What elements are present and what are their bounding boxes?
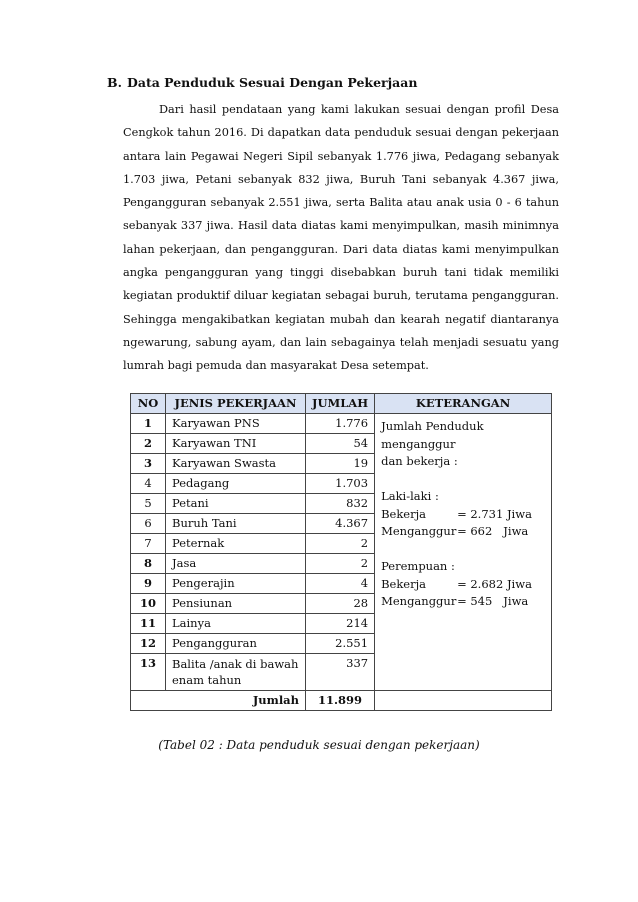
note-female-title: Perempuan : <box>381 559 455 573</box>
row-no: 12 <box>131 634 166 654</box>
row-count: 2.551 <box>306 634 375 654</box>
section-letter: B. <box>107 75 122 90</box>
row-job-line1: Balita /anak di bawah <box>172 657 299 671</box>
row-no: 10 <box>131 594 166 614</box>
row-count: 54 <box>306 434 375 454</box>
row-job: Petani <box>166 494 306 514</box>
row-no: 4 <box>131 474 166 494</box>
section-title: Data Penduduk Sesuai Dengan Pekerjaan <box>127 75 418 90</box>
note-female-work-value: = 2.682 Jiwa <box>457 576 532 591</box>
row-no: 11 <box>131 614 166 634</box>
row-no: 7 <box>131 534 166 554</box>
row-no: 5 <box>131 494 166 514</box>
row-job: Pengerajin <box>166 574 306 594</box>
row-count: 832 <box>306 494 375 514</box>
note-male-work-value: = 2.731 Jiwa <box>457 506 532 521</box>
row-count: 4.367 <box>306 514 375 534</box>
row-job: Karyawan TNI <box>166 434 306 454</box>
row-count: 4 <box>306 574 375 594</box>
row-count: 19 <box>306 454 375 474</box>
note-female-work-label: Bekerja <box>381 576 427 591</box>
note-female-unemp-value: = 545 Jiwa <box>457 594 529 608</box>
note-male-unemp-value: = 662 Jiwa <box>457 524 529 538</box>
row-no: 6 <box>131 514 166 534</box>
paragraph-text: Dari hasil pendataan yang kami lakukan sesuai dengan profil Desa Cengkok tahun 2016. Di dapatkan data penduduk sesuai dengan pekerjaan antara lain Pegawai Negeri Sipil sebanyak 1.776 jiwa, Pedagang sebanyak 1.703 jiwa, Petani sebanyak 832 jiwa, Buruh Tani sebanyak 4.367 jiwa, Pengangguran sebanyak 2.551 jiwa, serta Balita atau anak usia 0 - 6 tahun sebanyak 337 jiwa. Hasil data diatas kami menyimpulkan, masih minimnya lahan pekerjaan, dan pengangguran. Dari data diatas kami menyimpulkan angka pengangguran yang tinggi disebabkan buruh tani tidak memiliki kegiatan produktif diluar kegiatan sebagai buruh, terutama pengangguran. Sehingga mengakibatkan kegiatan mubah dan kearah negatif diantaranya ngewarung, sabung ayam, dan lain sebagainya telah menjadi sesuatu yang lumrah bagi pemuda dan masyarakat Desa setempat. <box>123 103 559 373</box>
row-job <box>166 654 306 691</box>
row-job: Pengangguran <box>166 634 306 654</box>
row-count: 2 <box>306 554 375 574</box>
row-job: Peternak <box>166 534 306 554</box>
body-paragraph <box>123 98 559 378</box>
row-job: Jasa <box>166 554 306 574</box>
row-count: 1.776 <box>306 414 375 434</box>
row-no: 2 <box>131 434 166 454</box>
occupation-table <box>130 393 552 711</box>
note-male-unemp-label: Menganggur <box>381 524 457 538</box>
row-job: Pedagang <box>166 474 306 494</box>
header-count: JUMLAH <box>306 394 375 414</box>
row-no: 1 <box>131 414 166 434</box>
row-no: 3 <box>131 454 166 474</box>
total-value: 11.899 <box>306 691 375 711</box>
row-count: 28 <box>306 594 375 614</box>
table-caption: (Tabel 02 : Data penduduk sesuai dengan pekerjaan) <box>158 738 480 752</box>
note-female-unemp-label: Menganggur <box>381 594 457 608</box>
row-job: Karyawan Swasta <box>166 454 306 474</box>
note-intro-line1: Jumlah Penduduk menganggur <box>381 419 484 451</box>
row-no: 9 <box>131 574 166 594</box>
row-job: Pensiunan <box>166 594 306 614</box>
header-note: KETERANGAN <box>375 394 552 414</box>
row-count: 214 <box>306 614 375 634</box>
row-job: Lainya <box>166 614 306 634</box>
row-count: 2 <box>306 534 375 554</box>
table-header-row <box>131 394 552 414</box>
row-count: 337 <box>306 654 375 691</box>
table-total-row <box>131 691 552 711</box>
header-no: NO <box>131 394 166 414</box>
row-no: 13 <box>131 654 166 691</box>
note-male-title: Laki-laki : <box>381 489 439 503</box>
note-cell <box>375 414 552 691</box>
row-job: Buruh Tani <box>166 514 306 534</box>
row-job-line2: enam tahun <box>172 673 242 687</box>
total-note-empty <box>375 691 552 711</box>
row-job: Karyawan PNS <box>166 414 306 434</box>
table-row <box>131 414 552 434</box>
row-no: 8 <box>131 554 166 574</box>
header-job: JENIS PEKERJAAN <box>166 394 306 414</box>
total-label: Jumlah <box>131 691 306 711</box>
section-heading <box>107 75 417 90</box>
row-count: 1.703 <box>306 474 375 494</box>
note-male-work-label: Bekerja <box>381 506 427 521</box>
note-intro-line2: dan bekerja : <box>381 454 458 468</box>
